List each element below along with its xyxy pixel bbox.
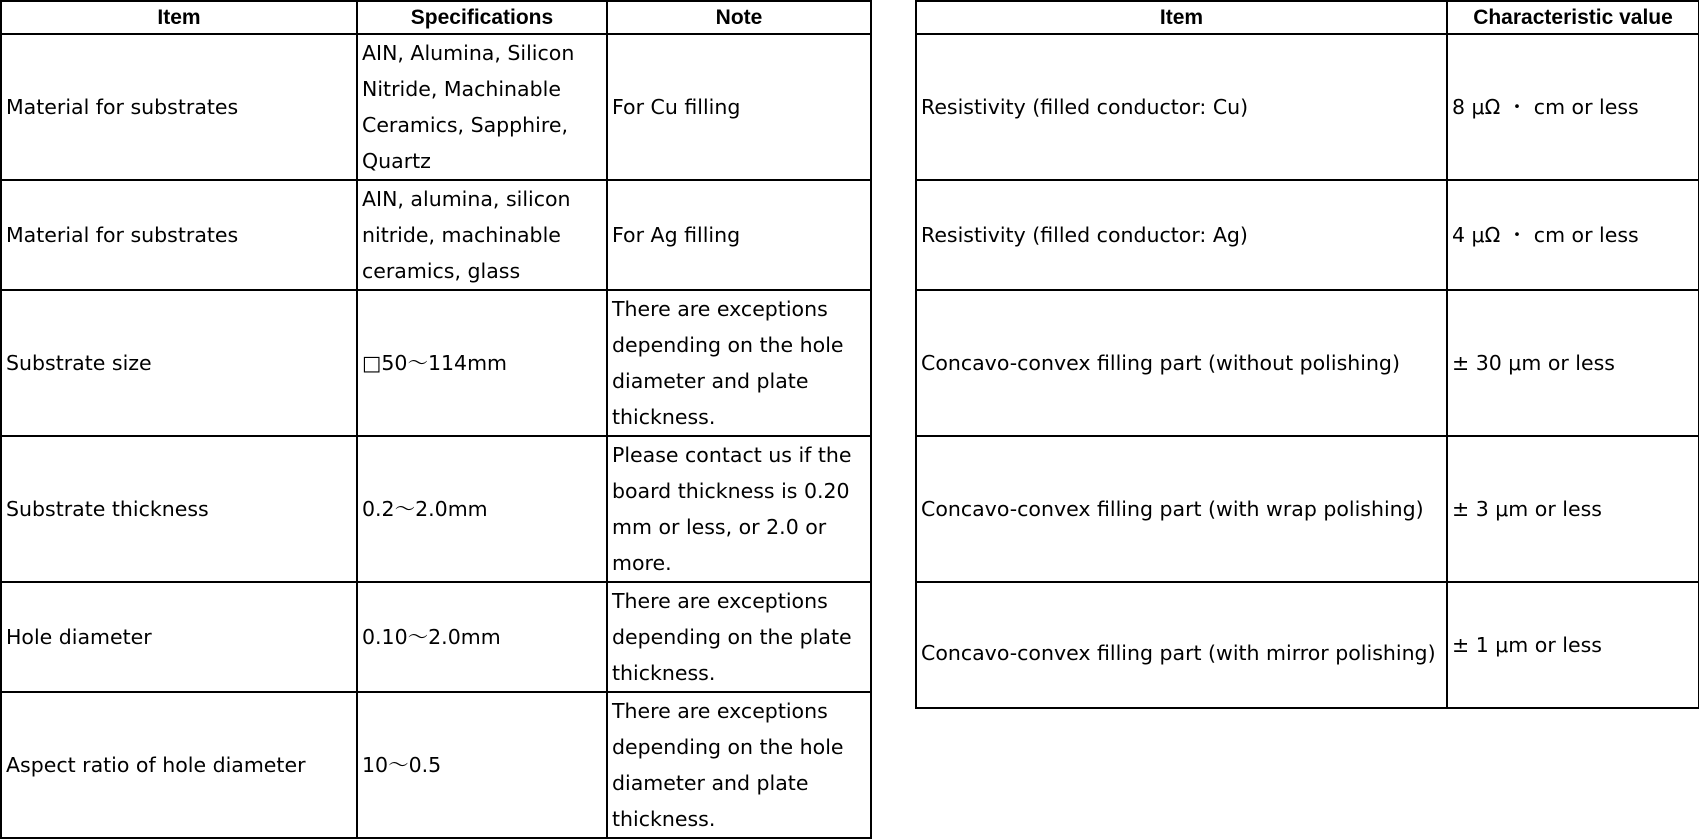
table-row [916, 436, 1699, 582]
column-header-item: Item [916, 1, 1447, 34]
note-cell: For Ag filling [607, 180, 871, 290]
note-cell: There are exceptions depending on the hole diameter and plate thickness. [607, 692, 871, 838]
table-row [1, 290, 871, 436]
table-row [1, 436, 871, 582]
item-cell: Substrate thickness [1, 436, 357, 582]
table-row [1, 34, 871, 180]
note-cell: There are exceptions depending on the hole diameter and plate thickness. [607, 290, 871, 436]
spec-cell: 0.10～2.0mm [357, 582, 607, 692]
column-header-item: Item [1, 1, 357, 34]
value-cell: ± 30 μm or less [1447, 290, 1699, 436]
spec-cell: AIN, Alumina, Silicon Nitride, Machinable Ceramics, Sapphire, Quartz [357, 34, 607, 180]
item-cell: Aspect ratio of hole diameter [1, 692, 357, 838]
note-cell: Please contact us if the board thickness is 0.20 mm or less, or 2.0 or more. [607, 436, 871, 582]
table-row [1, 692, 871, 838]
char-header-row [916, 1, 1699, 34]
column-header-note: Note [607, 1, 871, 34]
item-cell: Concavo-convex filling part (with wrap polishing) [916, 436, 1447, 582]
spec-cell: □50～114mm [357, 290, 607, 436]
table-row [916, 582, 1699, 708]
item-cell: Concavo-convex filling part (with mirror polishing) [916, 582, 1447, 708]
column-header-characteristic-value: Characteristic value [1447, 1, 1699, 34]
value-cell: 4 μΩ ・ cm or less [1447, 180, 1699, 290]
table-row [916, 180, 1699, 290]
value-cell: ± 3 μm or less [1447, 436, 1699, 582]
spec-cell: AIN, alumina, silicon nitride, machinable ceramics, glass [357, 180, 607, 290]
item-cell: Resistivity (filled conductor: Cu) [916, 34, 1447, 180]
note-cell: For Cu filling [607, 34, 871, 180]
note-cell: There are exceptions depending on the plate thickness. [607, 582, 871, 692]
item-cell: Substrate size [1, 290, 357, 436]
spec-cell: 0.2～2.0mm [357, 436, 607, 582]
characteristic-values-table [915, 0, 1699, 709]
column-header-specifications: Specifications [357, 1, 607, 34]
item-cell: Resistivity (filled conductor: Ag) [916, 180, 1447, 290]
table-row [1, 180, 871, 290]
value-cell: 8 μΩ ・ cm or less [1447, 34, 1699, 180]
spec-cell: 10～0.5 [357, 692, 607, 838]
table-row [916, 290, 1699, 436]
item-cell: Hole diameter [1, 582, 357, 692]
spec-header-row [1, 1, 871, 34]
table-row [916, 34, 1699, 180]
item-cell: Material for substrates [1, 34, 357, 180]
item-cell: Material for substrates [1, 180, 357, 290]
table-row [1, 582, 871, 692]
value-cell: ± 1 μm or less [1447, 582, 1699, 708]
item-cell: Concavo-convex filling part (without polishing) [916, 290, 1447, 436]
